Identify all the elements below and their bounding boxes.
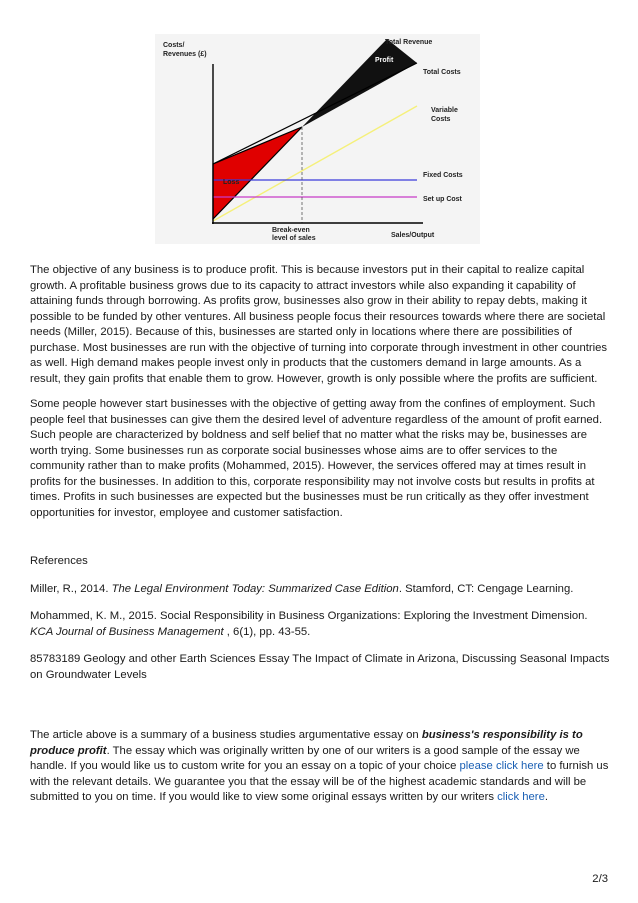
x-axis-label: Sales/Output <box>391 232 435 239</box>
total-costs-label: Total Costs <box>423 69 461 76</box>
reference-volume: , 6(1), pp. 43-55. <box>223 625 311 638</box>
reference-miller <box>30 582 610 598</box>
profit-label: Profit <box>375 57 394 64</box>
click-here-link[interactable]: click here <box>497 791 545 803</box>
reference-publisher: . Stamford, CT: Cengage Learning. <box>398 582 574 595</box>
reference-book-title: The Legal Environment Today: Summarized Case Edition <box>111 582 399 595</box>
body-paragraph: The objective of any business is to produce profit. This is because investors put in their capital to realize capital growth. A profitable business grows due to its capacity to attract investors while also expanding it capability of attaining funds through borrowing. As profits grow, businesses also grow in their ability to repay debts, making it possible to be funded by other ventures. All business people focus their resources towards where there are societal needs (Miller, 2015). Because of this, businesses are started only in locations where there are possibilities of purchase. Most businesses are run with the objective of turning into corporate through investment in other countries as well. High demand makes people invest only in products that the customers demand in large amounts. As a result, they gain profits that enable them to grow. However, growth is only possible where the profits are sufficient. <box>30 264 608 385</box>
break-even-diagram <box>155 34 480 244</box>
essay-topic: business's responsibility is to produce profit <box>30 729 583 757</box>
body-paragraph: Some people however start businesses with the objective of getting away from the confines of employment. Such people feel that businesses can give them the desired level of adventure regardless of the amount of profit earned. Such people are characterized by boldness and self belief that no matter what the risks may be, businesses are worth trying. Some businesses run as corporate social businesses whose aims are to offer services to the community rather than to make profits (Mohammed, 2015). However, the services offered may at times result in profits for the businesses. In addition to this, corporate responsibility may not involve costs but results in profits at times. Profits in such businesses are expected but the businesses must be run critically as they offer investment opportunities for investor, employee and customer satisfaction. <box>30 398 603 519</box>
reference-journal: KCA Journal of Business Management <box>30 625 224 638</box>
chart-background <box>155 34 480 244</box>
summary-text: to furnish us with the relevant details. We guarantee you that the essay will be of the highest academic standards and will be submitted to you on time. If you would like to view some original essays written by our writers <box>30 760 609 803</box>
summary-text: . The essay which was originally written by one of our writers is a good sample of the essay we handle. If you would like us to custom write for you an essay on a topic of your choice <box>30 744 580 772</box>
break-even-label-line1: Break-even <box>272 227 310 234</box>
y-axis-label-line2: Revenues (£) <box>163 51 207 58</box>
y-axis-label-line1: Costs/ <box>163 42 185 49</box>
variable-costs-label-line2: Costs <box>431 116 451 123</box>
summary-paragraph <box>30 728 610 806</box>
variable-costs-label-line1: Variable <box>431 107 458 114</box>
fixed-costs-label: Fixed Costs <box>423 172 463 179</box>
break-even-chart-svg <box>155 34 480 244</box>
page-number: 2/3 <box>592 873 608 885</box>
total-revenue-label: Total Revenue <box>385 39 433 46</box>
loss-label: Loss <box>223 179 240 186</box>
reference-mohammed <box>30 609 610 640</box>
references-heading: References <box>30 555 88 567</box>
reference-article: Mohammed, K. M., 2015. Social Responsibility in Business Organizations: Exploring the Investment Dimension. <box>30 610 588 622</box>
break-even-label-line2: level of sales <box>272 235 316 242</box>
please-click-here-link[interactable]: please click here <box>459 760 544 772</box>
summary-text: . <box>544 791 548 803</box>
document-body <box>30 263 610 806</box>
related-essay-text: 85783189 Geology and other Earth Sciences Essay The Impact of Climate in Arizona, Discussing Seasonal Impacts on Groundwater Levels <box>30 653 610 681</box>
set-up-cost-label: Set up Cost <box>423 196 462 203</box>
summary-text: The article above is a summary of a business studies argumentative essay on <box>30 729 422 741</box>
reference-authors: Miller, R., 2014. <box>30 582 112 595</box>
